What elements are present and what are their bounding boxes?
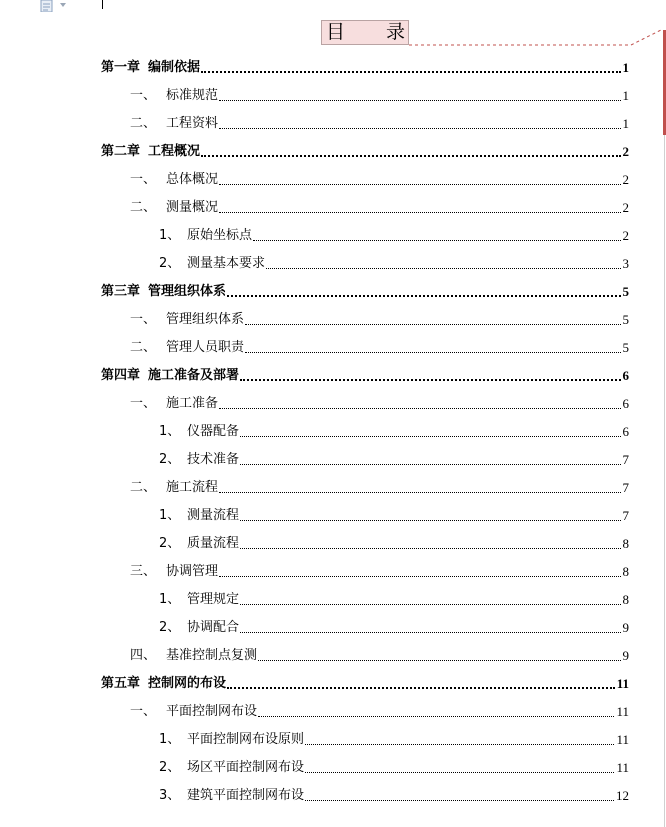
toc-leader-dots	[253, 240, 620, 241]
toc-entry-page: 8	[622, 564, 629, 579]
toc-entry-number: 一、	[130, 704, 157, 719]
toc-leader-dots	[219, 492, 620, 493]
toc-entry[interactable]	[130, 340, 629, 356]
toc-entry-text: 管理组织体系	[166, 312, 245, 327]
toc-entry-page: 6	[622, 396, 629, 411]
toc-entry-text: 管理规定	[187, 592, 240, 607]
toc-entry-label	[130, 340, 244, 356]
toc-entry-number: 一、	[130, 396, 157, 411]
toc-entry-label	[159, 508, 239, 524]
toc-entry-number: 3、	[159, 788, 181, 803]
toc-entry-number: 2、	[159, 620, 181, 635]
toc-entry-text: 工程资料	[166, 116, 219, 131]
toc-entry-label	[101, 676, 226, 692]
toc-entry-page: 9	[622, 648, 629, 663]
toc-entry-number: 第五章	[101, 676, 141, 691]
toc-entry[interactable]	[130, 312, 629, 328]
toc-entry-page: 8	[622, 536, 629, 551]
toc-entry[interactable]	[159, 760, 629, 776]
toc-entry-text: 平面控制网布设原则	[187, 732, 305, 747]
toc-entry-text: 平面控制网布设	[166, 704, 258, 719]
toc-leader-dots	[227, 687, 615, 689]
toc-leader-dots	[240, 520, 620, 521]
toc-leader-dots	[240, 632, 620, 633]
toc-entry-label	[159, 228, 252, 244]
toc-entry-text: 原始坐标点	[187, 228, 253, 243]
toc-entry-label	[130, 172, 218, 188]
toc-entry[interactable]	[159, 508, 629, 524]
toc-entry-text: 施工准备及部署	[148, 368, 240, 383]
toc-leader-dots	[305, 772, 614, 773]
toc-entry-label	[159, 620, 239, 636]
toc-leader-dots	[240, 379, 620, 381]
toc-entry-label	[101, 60, 200, 76]
toc-entry-page: 6	[622, 424, 629, 439]
toc-entry-label	[159, 452, 239, 468]
toc-leader-dots	[258, 716, 614, 717]
toc-entry-page: 11	[616, 676, 629, 691]
toc-entry-label	[130, 312, 244, 328]
toc-entry[interactable]	[159, 452, 629, 468]
toc-entry-text: 施工流程	[166, 480, 219, 495]
toc-entry-text: 标准规范	[166, 88, 219, 103]
toc-leader-dots	[201, 71, 620, 73]
toc-entry-text: 协调配合	[187, 620, 240, 635]
toc-entry[interactable]	[101, 144, 629, 160]
toc-leader-dots	[219, 184, 620, 185]
toc-entry-text: 总体概况	[166, 172, 219, 187]
toc-entry-number: 2、	[159, 256, 181, 271]
toc-entry-number: 一、	[130, 88, 157, 103]
toc-entry-page: 5	[622, 340, 629, 355]
toc-entry-page: 11	[616, 760, 629, 775]
toc-entry-text: 测量概况	[166, 200, 219, 215]
toc-leader-dots	[240, 464, 620, 465]
toc-entry-text: 质量流程	[187, 536, 240, 551]
toc-entry-page: 11	[616, 732, 629, 747]
toc-entry-label	[159, 788, 304, 804]
toc-entry-label	[130, 200, 218, 216]
toc-leader-dots	[201, 155, 620, 157]
toc-entry-label	[130, 88, 218, 104]
toc-entry-number: 2、	[159, 452, 181, 467]
toc-entry-label	[159, 732, 304, 748]
toc-entry-number: 2、	[159, 536, 181, 551]
toc-entry-page: 7	[622, 452, 629, 467]
toc-entry-text: 测量基本要求	[187, 256, 266, 271]
toc-entry-page: 1	[622, 88, 629, 103]
toc-leader-dots	[258, 660, 620, 661]
toc-entry[interactable]	[130, 648, 629, 664]
toc-entry-text: 管理人员职责	[166, 340, 245, 355]
toc-entry-page: 2	[622, 144, 629, 159]
toc-entry-number: 二、	[130, 200, 157, 215]
toc-entry-label	[159, 256, 265, 272]
toc-entry-page: 9	[622, 620, 629, 635]
toc-entry-text: 场区平面控制网布设	[187, 760, 305, 775]
toc-entry-number: 三、	[130, 564, 157, 579]
toc-entry-number: 一、	[130, 172, 157, 187]
toc-entry[interactable]	[159, 732, 629, 748]
toc-entry-text: 基准控制点复测	[166, 648, 258, 663]
toc-entry-page: 2	[622, 200, 629, 215]
toc-entry-text: 建筑平面控制网布设	[187, 788, 305, 803]
toc-entry-number: 1、	[159, 732, 181, 747]
toc-entry-label	[130, 116, 218, 132]
toc-entry-label	[130, 704, 257, 720]
toc-entry-number: 1、	[159, 508, 181, 523]
toc-title-left: 目	[326, 21, 346, 43]
toc-entry-text: 控制网的布设	[148, 676, 227, 691]
toc-leader-dots	[219, 100, 620, 101]
toc-entry-label	[130, 648, 257, 664]
toc-leader-dots	[245, 324, 620, 325]
toc-entry[interactable]	[159, 256, 629, 272]
toc-entry[interactable]	[130, 172, 629, 188]
toc-leader-dots	[219, 408, 620, 409]
toc-entry-label	[130, 480, 218, 496]
toc-entry-page: 7	[622, 508, 629, 523]
toc-leader-dots	[266, 268, 620, 269]
toc-leader-dots	[245, 352, 620, 353]
toc-entry-page: 7	[622, 480, 629, 495]
toc-entry-label	[159, 760, 304, 776]
toc-entry-number: 第四章	[101, 368, 141, 383]
toc-entry-text: 管理组织体系	[148, 284, 227, 299]
toc-entry-page: 1	[622, 60, 629, 75]
toc-leader-dots	[305, 744, 614, 745]
toc-entry-page: 12	[616, 788, 629, 803]
toc-title-right: 录	[385, 21, 405, 43]
toc-entry-text: 施工准备	[166, 396, 219, 411]
toc-entry-number: 第三章	[101, 284, 141, 299]
toc-leader-dots	[240, 436, 620, 437]
toc-entry[interactable]	[130, 88, 629, 104]
toc-entry-label	[130, 564, 218, 580]
toc-entry-page: 5	[622, 312, 629, 327]
toc-entry-number: 二、	[130, 116, 157, 131]
toc-entry-label	[101, 368, 239, 384]
toc-entry[interactable]	[130, 564, 629, 580]
toc-entry[interactable]	[159, 228, 629, 244]
toc-leader-dots	[219, 128, 620, 129]
toc-leader-dots	[240, 548, 620, 549]
toc-entry-page: 11	[616, 704, 629, 719]
toc-leader-dots	[219, 576, 620, 577]
toc-entry[interactable]	[159, 536, 629, 552]
toc-entry-page: 3	[622, 256, 629, 271]
toc-entry[interactable]	[130, 396, 629, 412]
toc-entry[interactable]	[130, 480, 629, 496]
toc-entry-page: 5	[622, 284, 629, 299]
toc-entry-number: 第一章	[101, 60, 141, 75]
toc-entry-label	[101, 284, 226, 300]
toc-entry[interactable]	[101, 676, 629, 692]
toc-entry[interactable]	[130, 200, 629, 216]
toc-entry[interactable]	[101, 368, 629, 384]
toc-entry-text: 编制依据	[148, 60, 201, 75]
toc-entry-label	[159, 424, 239, 440]
toc-entry[interactable]	[130, 116, 629, 132]
toc-entry-text: 技术准备	[187, 452, 240, 467]
toc-entry[interactable]	[101, 60, 629, 76]
toc-entry-label	[159, 592, 239, 608]
toc-entry-number: 四、	[130, 648, 157, 663]
toc-entry-text: 工程概况	[148, 144, 201, 159]
toc-entry-number: 2、	[159, 760, 181, 775]
toc-entry-page: 1	[622, 116, 629, 131]
toc-entry-text: 测量流程	[187, 508, 240, 523]
toc-entry-number: 一、	[130, 312, 157, 327]
toc-entry[interactable]	[130, 704, 629, 720]
toc-entry[interactable]	[159, 424, 629, 440]
toc-entry-number: 二、	[130, 480, 157, 495]
toc-leader-dots	[227, 295, 620, 297]
toc-entry[interactable]	[101, 284, 629, 300]
toc-leader-dots	[240, 604, 620, 605]
toc-entry-page: 2	[622, 228, 629, 243]
toc-entry-text: 协调管理	[166, 564, 219, 579]
toc-leader-dots	[219, 212, 620, 213]
toc-entry-number: 二、	[130, 340, 157, 355]
toc-entry-number: 1、	[159, 424, 181, 439]
toc-entry-number: 第二章	[101, 144, 141, 159]
toc-leader-dots	[305, 800, 614, 801]
toc-entry[interactable]	[159, 620, 629, 636]
toc-entry-number: 1、	[159, 592, 181, 607]
toc-entry-text: 仪器配备	[187, 424, 240, 439]
toc-entry-page: 2	[622, 172, 629, 187]
toc-entry-page: 6	[622, 368, 629, 383]
toc-entry-label	[130, 396, 218, 412]
toc-entry-number: 1、	[159, 228, 181, 243]
toc-entry[interactable]	[159, 788, 629, 804]
toc-entry-label	[159, 536, 239, 552]
toc-entry[interactable]	[159, 592, 629, 608]
toc-entry-label	[101, 144, 200, 160]
toc-entry-page: 8	[622, 592, 629, 607]
